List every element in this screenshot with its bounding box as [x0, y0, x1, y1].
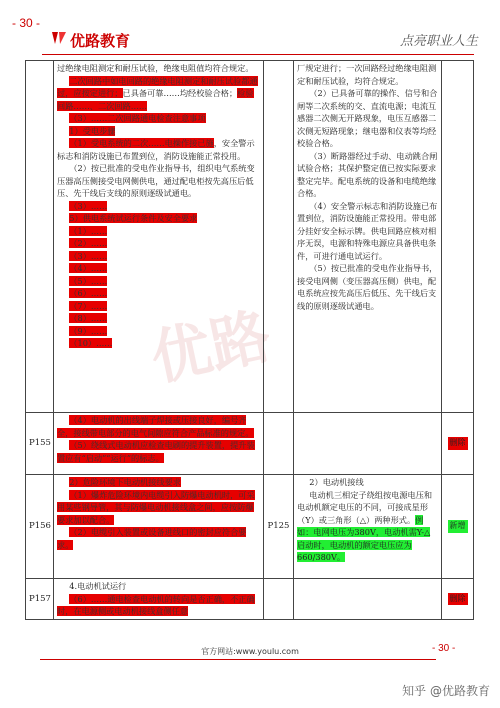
page-header — [0, 0, 500, 50]
highlighted-text: （3）……二次回路通电检查注意事项 — [69, 113, 206, 123]
highlighted-text: 1）受电步骤 — [69, 125, 116, 136]
cell-paragraph — [57, 75, 260, 113]
watermark: 优路 — [145, 301, 278, 395]
highlighted-text: 5）供电系统试运行条件及安全要求 — [69, 213, 198, 223]
highlighted-text: 二次回路中如电回路的绝缘电阻测定和耐压试验都通过，应按定进行； — [57, 75, 258, 98]
body-text: 已具备可靠……均经校验合格； — [122, 88, 238, 98]
body-text: （2）已具备可靠的操作、信号和合闸等二次系统的交、直流电源；电流互感器二次侧无开路现象，电压互感器二次侧无短路现象；继电器和仪表等均经校验合格。 — [297, 88, 438, 148]
cell-paragraph — [57, 580, 260, 593]
highlighted-text: 检验回路……、二次回路…… — [57, 88, 254, 111]
change-tag: 新增 — [448, 520, 468, 533]
table-row — [26, 579, 474, 620]
change-tag-cell — [442, 579, 474, 620]
cell-paragraph — [57, 414, 260, 439]
body-text: （5）按已批准的受电作业指导书，接受电网侧（变压器高压侧）供电，配电系统应按先高压后低压、先干线后支线的原则逐级试通电。 — [297, 263, 438, 311]
highlighted-text: （1）受电系统的二次……电操作接已施 — [69, 138, 214, 148]
highlighted-text: （6）……通电检查电动机的转向是否正确，不正确时，在电源侧或电动机接线盒侧任意 — [57, 593, 255, 616]
cell-paragraph — [57, 526, 260, 551]
body-text: （4）安全警示标志和消防设施已布置到位，消防设施能正常投用。带电部分挂好安全标示牌。供电回路应核对相序无误，电源和特殊电源应具备供电条件，可进行通电试运行。 — [297, 200, 438, 261]
highlighted-text: （5）…… — [69, 275, 108, 286]
highlighted-text: （6）…… — [69, 288, 108, 298]
new-page-code: P125 — [264, 475, 294, 579]
highlighted-text: 2）危险环境下电动机接线要求 — [69, 477, 181, 487]
old-text-cell — [54, 579, 264, 620]
change-tag: 删除 — [448, 593, 468, 606]
brand-name: 优路教育 — [70, 32, 131, 50]
row-code: P155 — [26, 413, 54, 475]
cell-paragraph — [57, 237, 260, 250]
cell-paragraph — [297, 476, 438, 489]
cell-paragraph — [57, 125, 260, 138]
cell-paragraph — [57, 593, 260, 618]
slogan: 点亮职业人生 — [399, 34, 478, 49]
new-text-cell — [294, 475, 442, 579]
highlighted-text: （4）…… — [69, 263, 108, 273]
highlighted-text: （3）…… — [69, 200, 108, 211]
old-text-cell — [54, 475, 264, 579]
table-row — [26, 475, 474, 579]
highlighted-text: （8）…… — [69, 313, 108, 323]
table-row — [26, 413, 474, 475]
highlighted-text: （1）…… — [69, 225, 108, 236]
body-text: 2）电动机接线 — [309, 477, 364, 487]
row-code: P157 — [26, 579, 54, 620]
cell-paragraph — [57, 300, 260, 313]
change-tag-cell — [442, 61, 474, 413]
cell-paragraph — [57, 112, 260, 125]
row-code: P156 — [26, 475, 54, 579]
highlighted-text: （4）电动机的出线端子焊接或压接良好，编号齐全，接线带电部分的电气间隙应符合产品标准的规定。 — [57, 415, 254, 438]
highlighted-text: （2）电缆引入装置或设备进线口的密封应符合要求。 — [57, 527, 247, 550]
cell-paragraph — [57, 489, 260, 527]
new-page-code — [264, 579, 294, 620]
cell-paragraph — [297, 87, 438, 150]
comparison-table — [25, 60, 474, 620]
new-text-cell — [294, 579, 442, 620]
cell-paragraph — [57, 312, 260, 325]
body-text: 过绝缘电阻测定和耐压试验，绝缘电阻值均符合规定。 — [57, 63, 254, 73]
new-text-cell — [294, 61, 442, 413]
table-row — [26, 61, 474, 413]
cell-paragraph — [57, 325, 260, 338]
new-page-code — [264, 413, 294, 475]
body-text: （3）断路器经过手动、电动跳合闸试验合格；其保护整定值已按实际要求整定完毕。配电系统的设备和电缆绝缘合格。 — [297, 150, 438, 198]
cell-paragraph — [57, 250, 260, 263]
cell-paragraph — [297, 262, 438, 312]
highlighted-text: （1）爆炸危险环境内电缆引入防爆电动机时，可采用某些钢导管，其与防爆电动机接线盒之间，应按防爆要求加以配合。 — [57, 489, 255, 525]
cell-paragraph — [57, 476, 260, 489]
cell-paragraph — [57, 439, 260, 464]
footer-page-number: - 30 - — [432, 643, 456, 654]
cell-paragraph — [57, 200, 260, 213]
cell-paragraph — [297, 62, 438, 87]
footer-website: 官方网站:www.youlu.com — [201, 647, 299, 656]
change-tag-cell — [442, 413, 474, 475]
cell-paragraph — [297, 150, 438, 200]
highlighted-text: （10）…… — [69, 338, 113, 348]
old-text-cell — [54, 413, 264, 475]
row-code — [26, 61, 54, 413]
body-text: 电动机三相定子绕组按电源电压和电动机额定电压的不同，可接成星形（Y）或三角形（△）两种形式。 — [297, 489, 433, 525]
body-text: 厂规定进行；一次回路经过绝缘电阻测定和耐压试验，均符合规定。 — [297, 63, 437, 86]
cell-paragraph — [57, 225, 260, 238]
cell-paragraph — [297, 200, 438, 263]
body-text: ，安全警示标志和消防设施已布置到位，消防设施能正常投用。 — [57, 138, 255, 161]
highlighted-text: 例如：电网电压为380V，电动机需Y-△启动时，电动机的额定电压应为660/380V。 — [297, 514, 431, 562]
header-page-number: - 30 - — [12, 16, 41, 30]
youlu-logo-icon — [50, 30, 68, 46]
highlighted-text: （2）…… — [69, 238, 108, 248]
body-text: （2）按已批准的受电作业指导书，组织电气系统变压器高压侧接受电网侧供电，通过配电柜按先高压后低压、先干线后支线的原则逐级试通电。 — [57, 163, 255, 198]
new-text-cell — [294, 413, 442, 475]
new-page-code — [264, 61, 294, 413]
header-divider — [42, 54, 474, 55]
cell-paragraph — [57, 162, 260, 200]
change-tag: 删除 — [448, 437, 468, 450]
cell-paragraph — [57, 287, 260, 300]
highlighted-text: （9）…… — [69, 325, 108, 336]
highlighted-text: （5）绕线式电动机应检查电刷的提升装置，提升装置应有“启动”“运行”的标志。 — [57, 440, 255, 463]
cell-paragraph — [57, 262, 260, 275]
old-text-cell — [54, 61, 264, 413]
highlighted-text: （7）…… — [69, 300, 108, 311]
cell-paragraph — [57, 337, 260, 350]
body-text: 4.电动机试运行 — [69, 581, 127, 591]
zhihu-credit: 知乎 @优路教育 — [402, 684, 490, 698]
cell-paragraph — [57, 212, 260, 225]
cell-paragraph — [297, 489, 438, 564]
cell-paragraph — [57, 275, 260, 288]
cell-paragraph — [57, 62, 260, 75]
cell-paragraph — [57, 137, 260, 162]
change-tag-cell — [442, 475, 474, 579]
footer-divider — [40, 659, 436, 660]
highlighted-text: （3）…… — [69, 250, 108, 261]
